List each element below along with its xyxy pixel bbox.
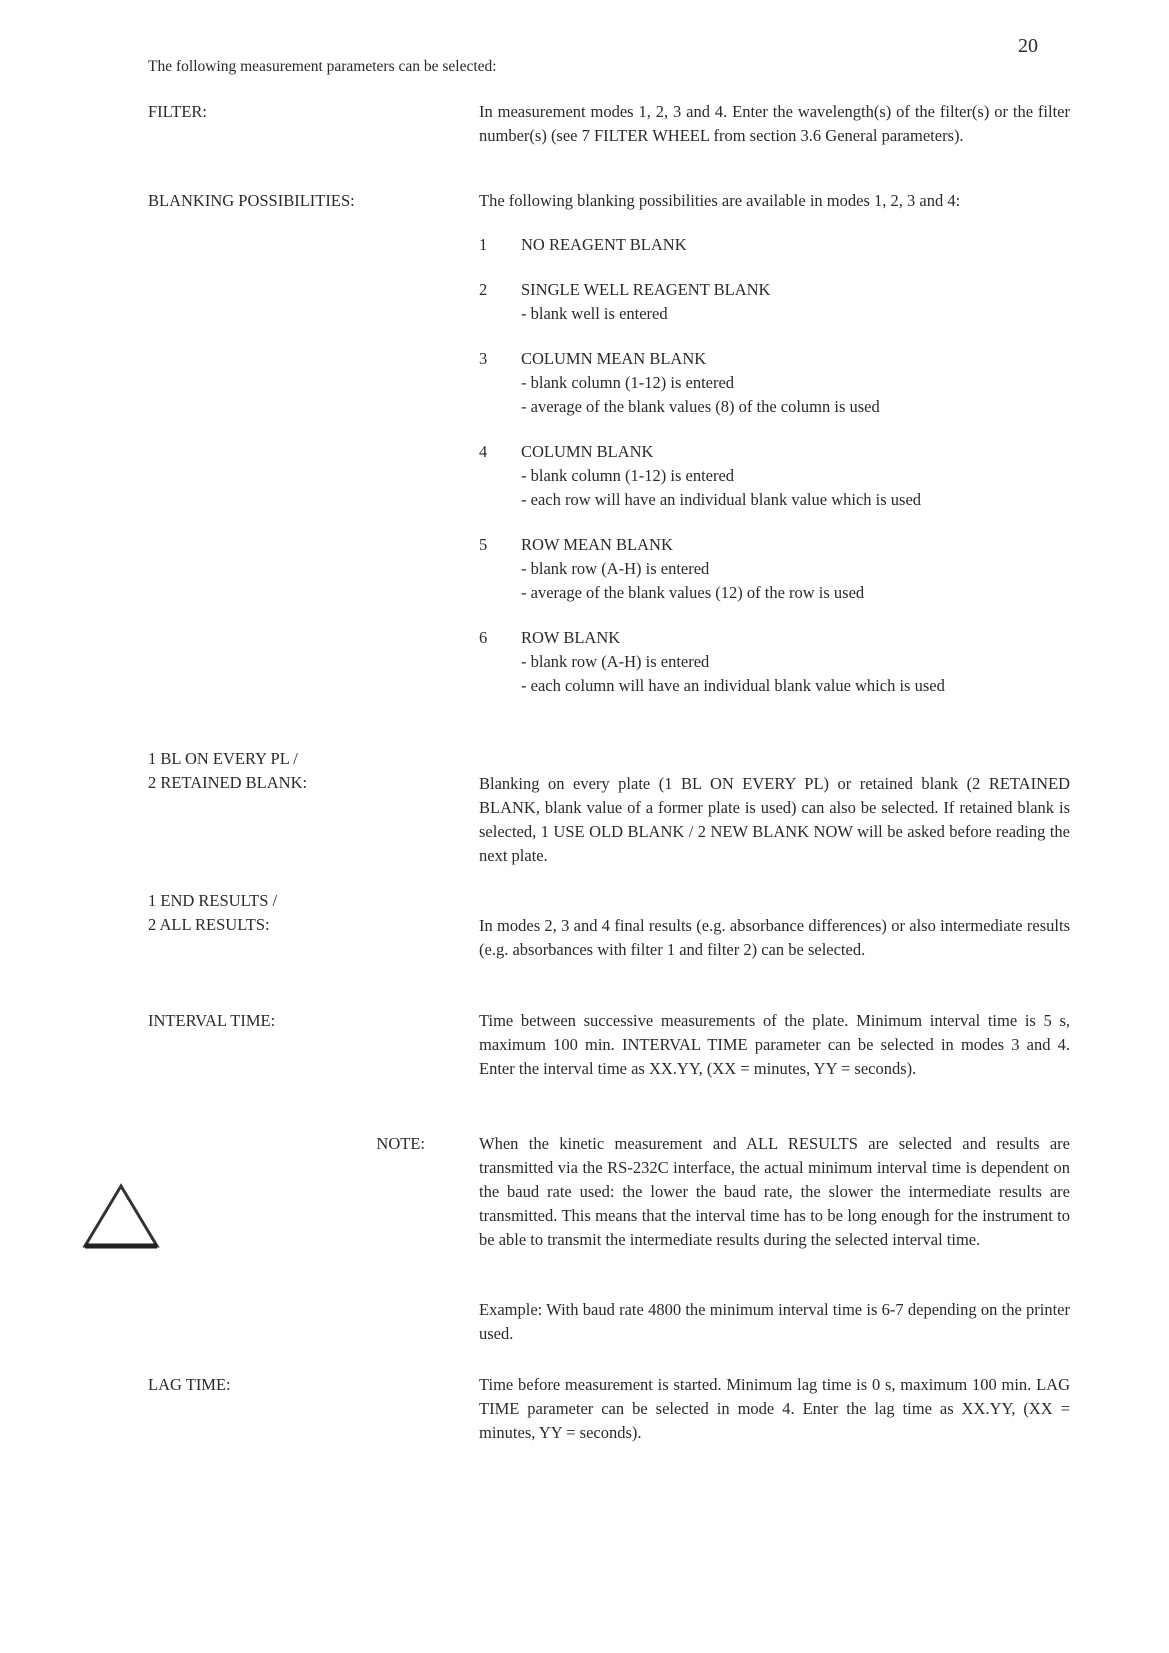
blanking-item-detail: - blank row (A-H) is entered — [521, 559, 710, 578]
retained-label — [148, 747, 448, 795]
blanking-item-detail: - each row will have an individual blank value which is used — [521, 490, 922, 509]
blanking-item — [479, 533, 1079, 605]
lag-description: Time before measurement is started. Minimum lag time is 0 s, maximum 100 min. LAG TIME parameter can be selected in mode 4. Enter the lag time as XX.YY, (XX = minutes, YY = seconds). — [479, 1375, 1070, 1442]
retained-label-line2: 2 RETAINED BLANK: — [148, 773, 308, 792]
filter-label: FILTER: — [148, 102, 207, 121]
blanking-item — [479, 278, 1079, 326]
interval-label: INTERVAL TIME: — [148, 1011, 276, 1030]
blanking-label: BLANKING POSSIBILITIES: — [148, 191, 355, 210]
results-label-line2: 2 ALL RESULTS: — [148, 915, 270, 934]
blanking-item-title: SINGLE WELL REAGENT BLANK — [521, 280, 771, 299]
blanking-item-number: 2 — [479, 280, 488, 299]
blanking-item-number: 6 — [479, 628, 488, 647]
blanking-item — [479, 233, 1079, 257]
results-label — [148, 889, 448, 937]
blanking-item-detail: - blank column (1-12) is entered — [521, 466, 735, 485]
intro-text: The following measurement parameters can be selected: — [148, 58, 497, 75]
blanking-item-title: NO REAGENT BLANK — [521, 235, 687, 254]
blanking-item-detail: - blank row (A-H) is entered — [521, 652, 710, 671]
blanking-item-number: 4 — [479, 442, 488, 461]
warning-triangle-icon — [81, 1180, 161, 1252]
retained-label-line1: 1 BL ON EVERY PL / — [148, 749, 298, 768]
blanking-intro: The following blanking possibilities are available in modes 1, 2, 3 and 4: — [479, 191, 961, 210]
retained-description: Blanking on every plate (1 BL ON EVERY PL) or retained blank (2 RETAINED BLANK, blank value of a former plate is used) can also be selected. If retained blank is selected, 1 USE OLD BLANK / 2 NEW BLANK NOW will be asked before reading the next plate. — [479, 774, 1070, 865]
results-label-line1: 1 END RESULTS / — [148, 891, 278, 910]
blanking-item-detail: - each column will have an individual blank value which is used — [521, 676, 945, 695]
interval-description: Time between successive measurements of the plate. Minimum interval time is 5 s, maximum 100 min. INTERVAL TIME parameter can be selected in modes 3 and 4. Enter the interval time as XX.YY, (XX = minutes, YY = seconds). — [479, 1011, 1070, 1078]
lag-label: LAG TIME: — [148, 1375, 231, 1394]
blanking-item-number: 3 — [479, 349, 488, 368]
blanking-item — [479, 347, 1079, 419]
blanking-item-title: COLUMN BLANK — [521, 442, 654, 461]
blanking-item-detail: - average of the blank values (12) of the row is used — [521, 583, 865, 602]
blanking-item-detail: - average of the blank values (8) of the column is used — [521, 397, 880, 416]
note-example: Example: With baud rate 4800 the minimum interval time is 6-7 depending on the printer used. — [479, 1300, 1070, 1343]
blanking-item-title: ROW MEAN BLANK — [521, 535, 673, 554]
note-label: NOTE: — [376, 1134, 425, 1153]
results-description: In modes 2, 3 and 4 final results (e.g. absorbance differences) or also intermediate results (e.g. absorbances with filter 1 and filter 2) can be selected. — [479, 916, 1070, 959]
page-number: 20 — [1018, 35, 1038, 57]
blanking-item-number: 5 — [479, 535, 488, 554]
note-description: When the kinetic measurement and ALL RESULTS are selected and results are transmitted via the RS-232C interface, the actual minimum interval time is dependent on the baud rate used: the lower the baud rate, the slower the intermediate results are transmitted. This means that the interval time has to be long enough for the instrument to be able to transmit the intermediate results during the selected interval time. — [479, 1134, 1070, 1249]
filter-description: In measurement modes 1, 2, 3 and 4. Enter the wavelength(s) of the filter(s) or the filter number(s) (see 7 FILTER WHEEL from section 3.6 General parameters). — [479, 102, 1070, 145]
blanking-item-detail: - blank column (1-12) is entered — [521, 373, 735, 392]
blanking-item-title: COLUMN MEAN BLANK — [521, 349, 707, 368]
blanking-item-number: 1 — [479, 235, 488, 254]
blanking-item-detail: - blank well is entered — [521, 304, 668, 323]
blanking-item — [479, 440, 1079, 512]
blanking-item-title: ROW BLANK — [521, 628, 621, 647]
blanking-item — [479, 626, 1079, 698]
blanking-list — [479, 233, 1079, 719]
